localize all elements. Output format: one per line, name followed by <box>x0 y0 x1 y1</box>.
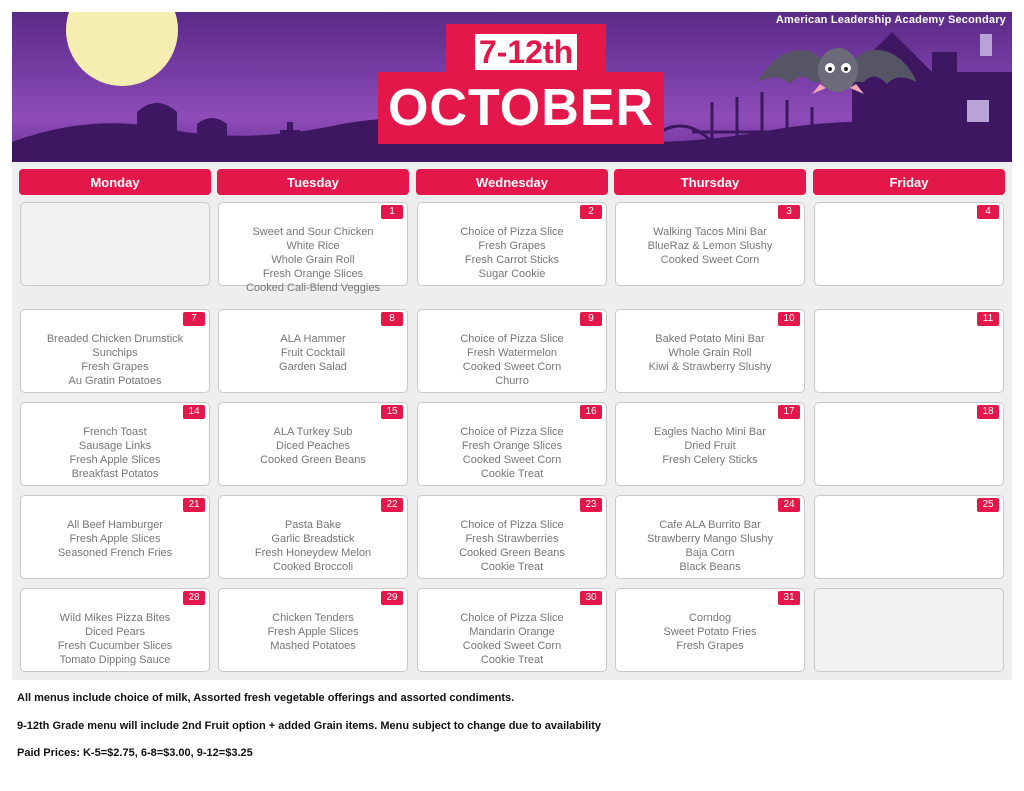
menu-item: Cooked Sweet Corn <box>462 454 562 466</box>
date-badge: 31 <box>778 591 800 605</box>
menu-item: Mandarin Orange <box>469 626 555 638</box>
day-cell-15 <box>218 402 408 486</box>
day-header-friday: Friday <box>813 169 1005 195</box>
day-cell-16 <box>417 402 607 486</box>
date-badge: 15 <box>381 405 403 419</box>
day-cell-23 <box>417 495 607 579</box>
day-cell-14 <box>20 402 210 486</box>
menu-items <box>418 518 606 574</box>
menu-items <box>616 425 804 467</box>
menu-item: Chicken Tenders <box>272 612 354 624</box>
date-badge: 16 <box>580 405 602 419</box>
day-cell-11 <box>814 309 1004 393</box>
day-cell-empty <box>814 588 1004 672</box>
menu-item: Cooked Green Beans <box>459 547 565 559</box>
menu-item: Strawberry Mango Slushy <box>647 533 773 545</box>
day-cell-18 <box>814 402 1004 486</box>
menu-item: Baked Potato Mini Bar <box>655 333 765 345</box>
menu-item: All Beef Hamburger <box>67 519 163 531</box>
menu-item: Fresh Strawberries <box>465 533 559 545</box>
menu-item: Seasoned French Fries <box>57 547 173 559</box>
calendar-grid <box>12 162 1012 680</box>
menu-item: Cooked Sweet Corn <box>462 361 562 373</box>
menu-item: Choice of Pizza Slice <box>460 519 564 531</box>
menu-item: Breakfast Potatos <box>71 468 159 480</box>
day-cell-4 <box>814 202 1004 286</box>
day-cell-1 <box>218 202 408 294</box>
menu-item: Choice of Pizza Slice <box>460 333 564 345</box>
menu-item: Cooked Sweet Corn <box>462 640 562 652</box>
menu-item: Sugar Cookie <box>478 268 546 280</box>
menu-item: ALA Hammer <box>280 333 346 345</box>
menu-item: Corndog <box>688 612 732 624</box>
moon-icon <box>66 12 178 86</box>
date-badge: 7 <box>183 312 205 326</box>
date-badge: 29 <box>381 591 403 605</box>
menu-item: Black Beans <box>679 561 741 573</box>
date-badge: 4 <box>977 205 999 219</box>
menu-item: Cookie Treat <box>480 468 544 480</box>
menu-item: Fresh Apple Slices <box>267 626 359 638</box>
menu-item: Fresh Grapes <box>478 240 546 252</box>
day-cell-21 <box>20 495 210 579</box>
menu-item: Cooked Broccoli <box>272 561 354 573</box>
menu-item: Choice of Pizza Slice <box>460 612 564 624</box>
day-header-tuesday: Tuesday <box>217 169 409 195</box>
date-badge: 14 <box>183 405 205 419</box>
menu-item: Dried Fruit <box>684 440 736 452</box>
school-name: American Leadership Academy Secondary <box>775 14 1006 26</box>
menu-item: Sweet Potato Fries <box>663 626 757 638</box>
day-cell-29 <box>218 588 408 672</box>
menu-item: Whole Grain Roll <box>271 254 355 266</box>
menu-items <box>219 225 407 295</box>
menu-items <box>418 332 606 388</box>
menu-items <box>418 425 606 481</box>
date-badge: 25 <box>977 498 999 512</box>
menu-item: Sausage Links <box>78 440 152 452</box>
date-badge: 21 <box>183 498 205 512</box>
menu-item: Baja Corn <box>685 547 735 559</box>
menu-items <box>418 225 606 281</box>
date-badge: 2 <box>580 205 602 219</box>
date-badge: 24 <box>778 498 800 512</box>
menu-items <box>418 611 606 667</box>
day-header-thursday: Thursday <box>614 169 806 195</box>
menu-items <box>21 425 209 481</box>
menu-item: Fresh Grapes <box>676 640 744 652</box>
day-cell-17 <box>615 402 805 486</box>
menu-items <box>616 518 804 574</box>
day-cell-24 <box>615 495 805 579</box>
halloween-banner <box>12 12 1012 162</box>
menu-item: Whole Grain Roll <box>668 347 752 359</box>
date-badge: 1 <box>381 205 403 219</box>
menu-items <box>616 332 804 374</box>
menu-item: Au Gratin Potatoes <box>68 375 162 387</box>
menu-item: Cooked Sweet Corn <box>660 254 760 266</box>
day-cell-31 <box>615 588 805 672</box>
menu-item: Diced Pears <box>85 626 145 638</box>
day-cell-28 <box>20 588 210 672</box>
menu-item: Mashed Potatoes <box>270 640 356 652</box>
menu-items <box>616 611 804 653</box>
menu-item: Fresh Carrot Sticks <box>464 254 560 266</box>
menu-item: Tomato Dipping Sauce <box>59 654 171 666</box>
menu-item: Fresh Grapes <box>81 361 149 373</box>
day-cell-22 <box>218 495 408 579</box>
note-prices: Paid Prices: K-5=$2.75, 6-8=$3.00, 9-12=$3.25 <box>17 747 253 759</box>
menu-items <box>219 611 407 653</box>
menu-item: Cookie Treat <box>480 654 544 666</box>
menu-item: White Rice <box>286 240 340 252</box>
menu-item: Fresh Orange Slices <box>461 440 563 452</box>
day-header-monday: Monday <box>19 169 211 195</box>
menu-items <box>21 332 209 388</box>
date-badge: 11 <box>977 312 999 326</box>
menu-item: Cafe ALA Burrito Bar <box>659 519 761 531</box>
day-cell-3 <box>615 202 805 286</box>
date-badge: 23 <box>580 498 602 512</box>
day-cell-2 <box>417 202 607 286</box>
day-header-wednesday: Wednesday <box>416 169 608 195</box>
menu-item: Fresh Watermelon <box>466 347 558 359</box>
menu-item: French Toast <box>83 426 147 438</box>
date-badge: 28 <box>183 591 205 605</box>
menu-items <box>21 518 209 560</box>
day-cell-9 <box>417 309 607 393</box>
day-cell-25 <box>814 495 1004 579</box>
menu-items <box>219 518 407 574</box>
date-badge: 9 <box>580 312 602 326</box>
date-badge: 10 <box>778 312 800 326</box>
date-badge: 22 <box>381 498 403 512</box>
menu-item: Sunchips <box>92 347 138 359</box>
month-title: OCTOBER <box>378 72 664 144</box>
menu-item: BlueRaz & Lemon Slushy <box>647 240 773 252</box>
menu-item: Breaded Chicken Drumstick <box>46 333 184 345</box>
menu-item: Fresh Orange Slices <box>262 268 364 280</box>
menu-item: Fresh Cucumber Slices <box>57 640 173 652</box>
date-badge: 30 <box>580 591 602 605</box>
menu-item: Fresh Celery Sticks <box>662 454 758 466</box>
menu-item: Choice of Pizza Slice <box>460 426 564 438</box>
menu-item: Cookie Treat <box>480 561 544 573</box>
day-cell-30 <box>417 588 607 672</box>
grade-label: 7-12th <box>475 34 577 70</box>
date-badge: 17 <box>778 405 800 419</box>
menu-item: Fresh Honeydew Melon <box>254 547 372 559</box>
menu-item: Pasta Bake <box>284 519 342 531</box>
date-badge: 18 <box>977 405 999 419</box>
menu-item: Garden Salad <box>279 361 347 373</box>
menu-item: Fruit Cocktail <box>280 347 346 359</box>
note-grade: 9-12th Grade menu will include 2nd Fruit option + added Grain items. Menu subject to change due to availability <box>17 720 602 732</box>
menu-items <box>219 425 407 467</box>
menu-item: Fresh Apple Slices <box>69 533 161 545</box>
menu-item: Choice of Pizza Slice <box>460 226 564 238</box>
day-cell-empty <box>20 202 210 286</box>
menu-item: Sweet and Sour Chicken <box>252 226 374 238</box>
menu-item: Wild Mikes Pizza Bites <box>59 612 171 624</box>
menu-item: Fresh Apple Slices <box>69 454 161 466</box>
day-cell-8 <box>218 309 408 393</box>
day-cell-10 <box>615 309 805 393</box>
note-milk: All menus include choice of milk, Assorted fresh vegetable offerings and assorted condiments. <box>17 692 515 704</box>
menu-item: Cooked Green Beans <box>260 454 366 466</box>
menu-item: Kiwi & Strawberry Slushy <box>648 361 772 373</box>
menu-item: Walking Tacos Mini Bar <box>653 226 767 238</box>
date-badge: 3 <box>778 205 800 219</box>
menu-item: Cooked Cali-Blend Veggies <box>246 282 380 294</box>
menu-items <box>21 611 209 667</box>
menu-items <box>616 225 804 267</box>
menu-item: Eagles Nacho Mini Bar <box>654 426 766 438</box>
menu-item: ALA Turkey Sub <box>273 426 353 438</box>
menu-items <box>219 332 407 374</box>
menu-item: Churro <box>495 375 529 387</box>
date-badge: 8 <box>381 312 403 326</box>
menu-item: Garlic Breadstick <box>271 533 355 545</box>
day-cell-7 <box>20 309 210 393</box>
menu-item: Diced Peaches <box>276 440 350 452</box>
